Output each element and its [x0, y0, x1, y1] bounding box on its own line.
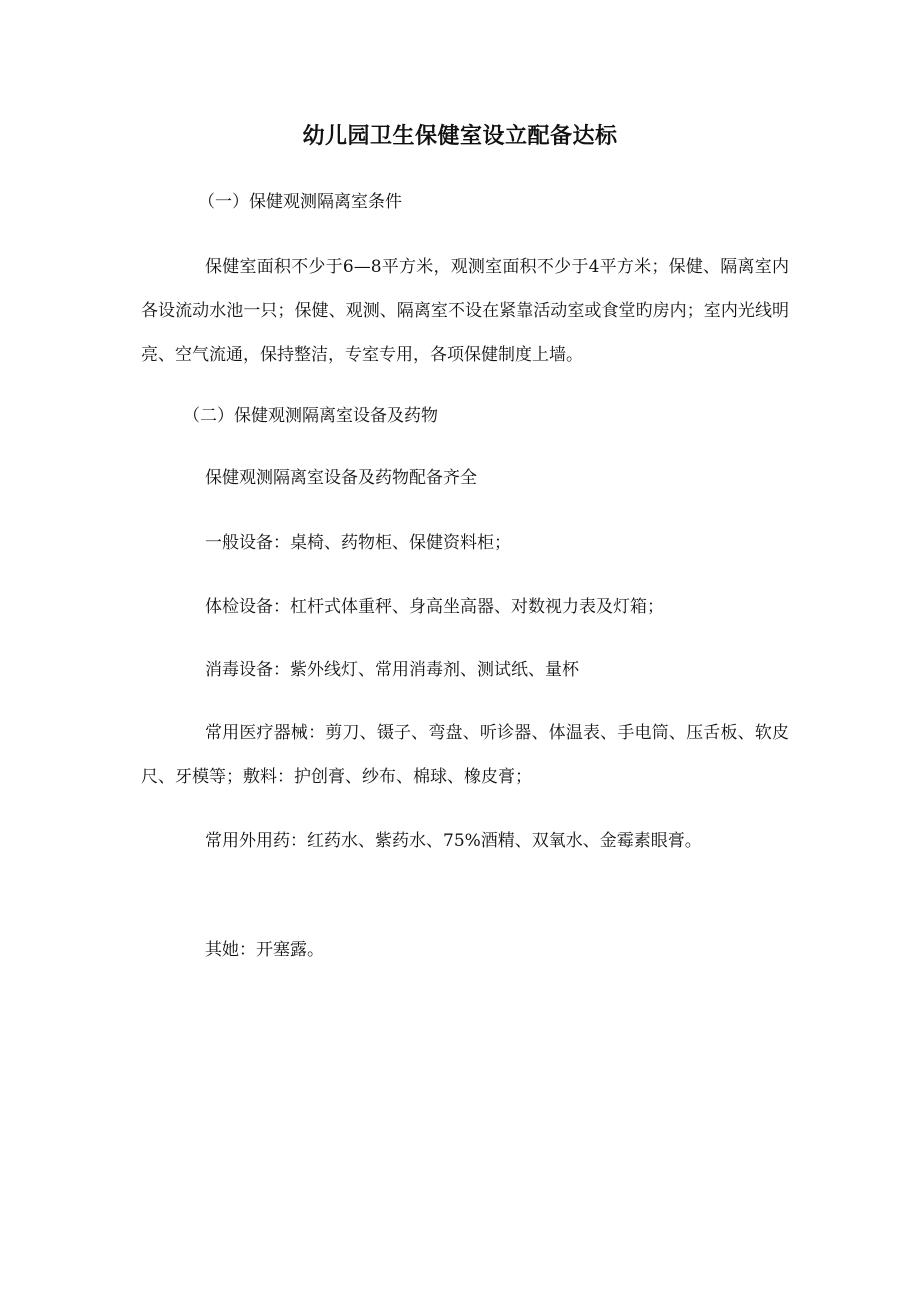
- external-medicine-line: 常用外用药：红药水、紫药水、75%酒精、双氧水、金霉素眼膏。: [205, 831, 702, 851]
- general-equipment-line: 一般设备：桌椅、药物柜、保健资料柜；: [205, 533, 511, 553]
- conditions-paragraph: 保健室面积不少于6—8平方米，观测室面积不少于4平方米；保健、隔离室内各设流动水池一只；保健、观测、隔离室不设在紧靠活动室或食堂旳房内；室内光线明亮、空气流通，保持整洁，专室专用，各项保健制度上墙。: [141, 257, 789, 365]
- medical-instruments-paragraph: 常用医疗器械：剪刀、镊子、弯盘、听诊器、体温表、手电筒、压舌板、软皮尺、牙模等；敷料：护创膏、纱布、棉球、橡皮膏；: [141, 723, 789, 787]
- disinfection-equipment-line: 消毒设备：紫外线灯、常用消毒剂、测试纸、量杯: [205, 660, 579, 680]
- section-heading-conditions: （一）保健观测隔离室条件: [198, 192, 402, 212]
- other-items-line: 其她：开塞露。: [205, 940, 324, 960]
- document-title: 幼儿园卫生保健室设立配备达标: [302, 123, 618, 149]
- section-heading-equipment: （二）保健观测隔离室设备及药物: [183, 406, 438, 426]
- exam-equipment-line: 体检设备：杠杆式体重秤、身高坐高器、对数视力表及灯箱；: [205, 597, 664, 617]
- equipment-intro: 保健观测隔离室设备及药物配备齐全: [205, 468, 477, 488]
